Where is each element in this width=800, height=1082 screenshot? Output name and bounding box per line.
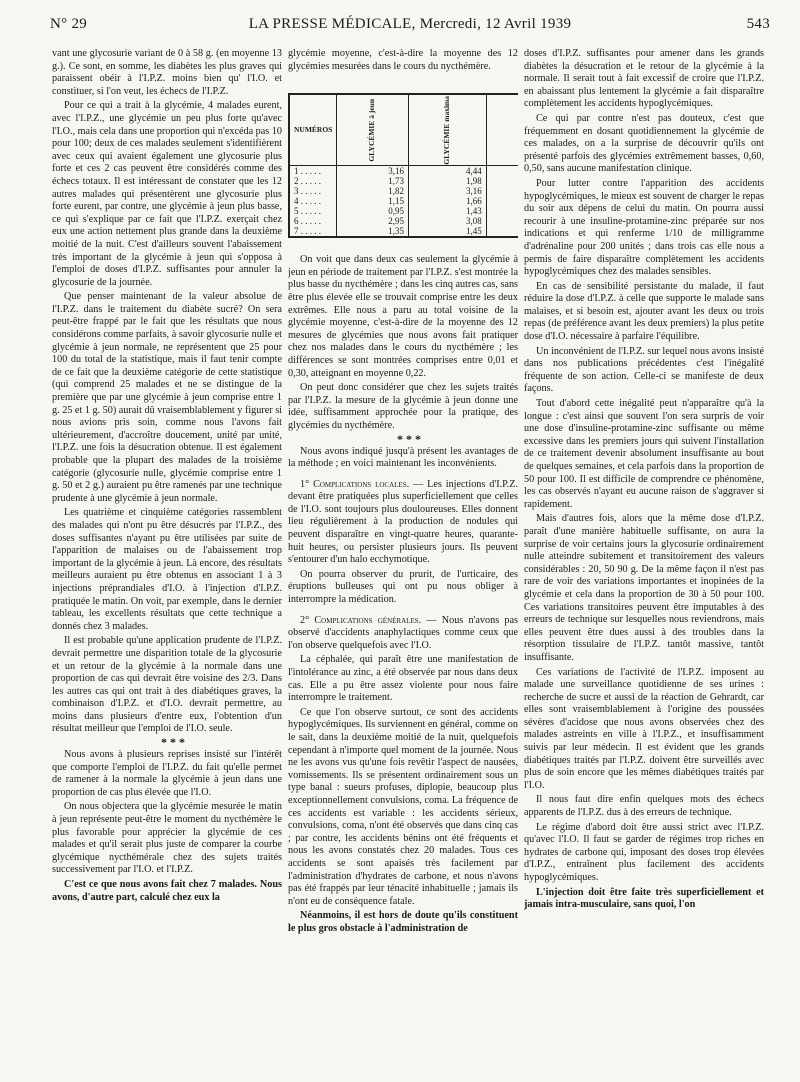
table-cell: 4,44 <box>409 166 487 177</box>
table-cell <box>486 196 518 206</box>
table-cell: 7 . . . . . <box>289 226 337 237</box>
column-1 <box>52 48 282 1076</box>
table-row <box>289 186 518 196</box>
paragraph: L'injection doit être faite très superficiellement et jamais intra-musculaire, sans quoi, l'on <box>524 886 764 911</box>
table-cell: 1,15 <box>337 196 409 206</box>
table-cell <box>486 186 518 196</box>
table-cell: 3,16 <box>337 166 409 177</box>
table-row <box>289 206 518 216</box>
paragraph: C'est ce que nous avons fait chez 7 malades. Nous avons, d'autre part, calculé chez eux la <box>52 879 282 903</box>
table-cell: 3,08 <box>409 216 487 226</box>
paragraph: Il est probable qu'une application prudente de l'I.P.Z. devrait permettre une disparition totale de la glycosurie et un retour de la glycémie à la normale dans une proportion de cas qui devrait être voisine des 2/3. Dans les autres cas qui ont trait à des diabétiques graves, la combinaison d'I.P.Z. et d'I.O. devrait permettre, au moins dans plusieurs d'entre eux, l'obtention d'un résultat meilleur que l'emploi de l'I.O. seule. <box>52 635 282 735</box>
paragraph: Ces variations de l'activité de l'I.P.Z. imposent au malade une surveillance quotidienne de ses urines : recherche de sucre et aussi de la réaction de Gehrardt, car elles sont vraisemblablement à l'origine des poussées sévères d'acidose que nous avons observées chez des malades astreints en ville à l'I.P.Z., et insuffisamment suivis par leur médecin. Il est évident que les grands diabétiques traités par l'I.P.Z. doivent être surveillés avec plus de soin encore que les mêmes diabétiques traités par l'I.O. <box>524 666 764 791</box>
journal-title: LA PRESSE MÉDICALE, Mercredi, 12 Avril 1939 <box>248 16 572 32</box>
paragraph: Un inconvénient de l'I.P.Z. sur lequel nous avons insisté dans nos publications précédentes c'est l'inégalité fréquente de son action. Celle-ci se manifeste de deux façons. <box>524 345 764 395</box>
page-header <box>50 16 770 40</box>
table-cell <box>486 166 518 177</box>
table-header-row <box>289 94 518 166</box>
table-cell: 3 . . . . . <box>289 186 337 196</box>
paragraph: On peut donc considérer que chez les sujets traités par l'I.P.Z. la mesure de la glycémie à jeun donne une idée, suffisamment approchée pour la pratique, des glycémies du nycthémère. <box>288 382 518 431</box>
paragraph: Tout d'abord cette inégalité peut n'apparaître qu'à la longue : c'est ainsi que souvent l'on sera surpris de voir une dose d'insuline-protamine-zinc suffisante ou même excessive dans les premiers jours qui suivent l'installation de ce traitement devenir absolument insuffisante au bout de quelques semaines, et cela parfois dans la proportion de 50 pour 100. Il est difficile de comprendre ce phénomène, les cas observés n'ayant eu aucune raison de s'aggraver si rapidement. <box>524 398 764 510</box>
paragraph: Nous avons indiqué jusqu'à présent les avantages de la méthode ; en voici maintenant les inconvénients. <box>288 445 518 470</box>
subsection-title: 2° Complications générales. <box>300 614 422 626</box>
table-cell <box>486 226 518 237</box>
table-cell: 4 . . . . . <box>289 196 337 206</box>
paragraph: La céphalée, qui paraît être une manifestation de l'intolérance au zinc, a été observée par nous dans deux cas. Elle a pu être assez violente pour nous faire interrompre le traitement. <box>288 654 518 704</box>
paragraph: En cas de sensibilité persistante du malade, il faut réduire la dose d'I.P.Z. à celle que supporte le malade sans malaises, et si besoin est, ajouter avant les deux ou trois repas (de préférence avant les deux premiers) la plus petite dose d'I.O. nécessaire à parfaire l'équilibre. <box>524 280 764 343</box>
table-cell: 6 . . . . . <box>289 216 337 226</box>
paragraph <box>288 615 518 653</box>
table-cell: 1 . . . . . <box>289 166 337 177</box>
table-cell: 2 . . . . . <box>289 176 337 186</box>
paragraph: glycémie moyenne, c'est-à-dire la moyenne des 12 glycémies mesurées dans le cours du nycthémère. <box>288 48 518 72</box>
table-cell: 2,95 <box>337 216 409 226</box>
paragraph: On nous objectera que la glycémie mesurée le matin à jeun représente peut-être le moment du nycthémère le plus favorable pour apprécier la glycémie de ces malades et qu'il serait plus juste de comparer la courbe glycémique nycthémérale chez des sujets traités successivement par l'I.O. et l'I.P.Z. <box>52 801 282 876</box>
table-cell: 0,95 <box>337 206 409 216</box>
table-cell: 1,73 <box>337 176 409 186</box>
paragraph: Nous avons à plusieurs reprises insisté sur l'intérêt que comporte l'emploi de l'I.P.Z. du fait qu'elle permet de ramener à la normale la glycémie à jeun dans une proportion de cas plus élevée que l'I.O. <box>52 749 282 798</box>
paragraph: doses d'I.P.Z. suffisantes pour amener dans les grands diabètes la désucration et le retour de la glycémie à la normale. Il serait tout à fait excessif de croire que l'I.P.Z. en abaissant plus lentement la glycémie a fait disparaître complètement les accidents hypoglycémiques. <box>524 48 764 110</box>
table-cell: 1,45 <box>409 226 487 237</box>
page-number: 543 <box>746 16 770 32</box>
column-header: GLYCÉMIE à jeun <box>337 94 409 166</box>
paragraph: Le régime d'abord doit être aussi strict avec l'I.P.Z. qu'avec l'I.O. Il faut se garder de régimes trop riches en hydrates de carbone qui, imposant des doses trop élevées d'I.P.Z., entraînent plus facilement des accidents hypoglycémiques. <box>524 821 764 883</box>
table-cell <box>486 176 518 186</box>
paragraph: Ce qui par contre n'est pas douteux, c'est que fréquemment en dosant quotidiennement la glycémie de ces malades, on a la surprise de découvrir qu'ils ont présenté parfois des glycémies extrêmement basses, 0,60, 0,50, sans aucune manifestation clinique. <box>524 112 764 175</box>
table-row <box>289 166 518 177</box>
paragraph: Ce que l'on observe surtout, ce sont des accidents hypoglycémiques. Ils surviennent en général, comme on le sait, dans la deuxième moitié de la nuit, quelquefois cependant à n'importe quel moment de la journée. Nous ne les avons vus qu'une fois revêtir l'aspect de nausées, vomissements. Ils se présentent ordinairement sous un type banal : sueurs profuses, diplopie, beaucoup plus exceptionnellement convulsions, coma. La fréquence de ces accidents est variable : les accidents sérieux, convulsions, coma, n'ont été observés que dans cinq cas ; par contre, les accidents bénins ont été fréquents et nous les avons constatés chez 20 malades. Tous ces accidents se sont apaisés très facilement par l'administration d'hydrates de carbone, et nous n'avons pas été frappés par leur ténacité inhabituelle ; jamais ils n'ont eu de conséquence fatale. <box>288 706 518 907</box>
paragraph: On voit que dans deux cas seulement la glycémie à jeun en période de traitement par l'I.P.Z. s'est montrée la plus basse du nycthémère ; dans les cinq autres cas, sans être plus élevée elle se trouvait comprise entre les deux extrêmes. Elle nous a paru au total voisine de la glycémie moyenne, c'est-à-dire de la moyenne des 12 mesures de glycémies que nous avons fait pratiquer chez nos malades dans le cours du nycthémère ; les différences se sont montrées comprises entre 0,01 et 0,30, atteignant en moyenne 0,22. <box>288 254 518 379</box>
table-cell: 1,43 <box>409 206 487 216</box>
paragraph: Mais d'autres fois, alors que la même dose d'I.P.Z. paraît d'une manière habituelle suffisante, on aura la surprise de voir certains jours la glycosurie ordinairement nulle atteindre subitement et transitoirement des valeurs considérables : 20, 50 90 g. De la même façon il n'est pas rare de voir des variations importantes et inopinées de la glycémie et cela dans la proportion de 30 à 50 pour 100. Ces variations transitoires peuvent être imputables à des erreurs de technique sur lesquelles nous reviendrons, mais elles peuvent être dues aussi à des troubles dans la résorption tissulaire de l'I.P.Z. tantôt massive, tantôt insuffisante. <box>524 513 764 663</box>
table-cell: 5 . . . . . <box>289 206 337 216</box>
column-header: NUMÉROS <box>289 94 337 166</box>
paragraph <box>288 479 518 567</box>
column-2 <box>288 48 518 1076</box>
table-cell: 1,66 <box>409 196 487 206</box>
table-cell <box>486 206 518 216</box>
subsection-text: — Nous n'avons pas observé d'accidents anaphylactiques comme ceux que l'on observe quelquefois avec l'I.O. <box>288 614 518 651</box>
issue-number: N° 29 <box>50 16 88 32</box>
section-separator: * * * <box>161 735 185 750</box>
section-separator: * * * <box>397 431 421 446</box>
table-cell: 1,35 <box>337 226 409 237</box>
table-row <box>289 176 518 186</box>
paragraph: On pourra observer du prurit, de l'urticaire, des éruptions bulleuses qui ont pu nous obliger à interrompre la médication. <box>288 568 518 606</box>
subsection-title: 1° Complications locales. <box>300 478 410 490</box>
table-cell: 1,82 <box>337 186 409 196</box>
paragraph: Que penser maintenant de la valeur absolue de l'I.P.Z. dans le traitement du diabète sucré? On sera peut-être frappé par le fait que les résultats que nous considérons comme parfaits, à savoir glycosurie nulle et glycémie à jeun normale, ne représentent que 25 pour 100 du total de la statistique, mais il faut tenir compte de ce fait que la deuxième catégorie de cette statistique (qui comprend 25 malades et ne se distingue de la première que par une glycémie à jeun comprise entre 1 g. 25 et 1 g. 50) aurait dû vraisemblablement y figurer si nous avions pris soin, comme nous l'avons fait ultérieurement, d'accroître doucement, unité par unité, l'I.P.Z. une fois la désucration obtenue. Il est également probable que la plupart des malades de la troisième catégorie (glycosurie nulle, glycémie comprise entre 1 g. 50 et 2 g.) auraient pu être ramenés par une technique prudente à une glycémie à jeun normale. <box>52 291 282 504</box>
subsection-text: — Les injections d'I.P.Z. devant être pratiquées plus superficiellement que celles de l'I.O. sont toujours plus douloureuses. Elles donnent lieu régulièrement à la production de nodules qui peuvent disparaître en vingt-quatre heures, quarante-huit heures, ou persister plusieurs jours. Ils peuvent s'entourer d'un halo ecchymotique. <box>288 478 518 566</box>
table-cell: 1,98 <box>409 176 487 186</box>
paragraph: Pour ce qui a trait à la glycémie, 4 malades eurent, avec l'I.P.Z., une glycémie un peu plus forte qu'avec l'I.O., mais cela dans une proportion qui n'excéda pas 10 pour 100; deux de ces malades seulement s'identifièrent avec ceux qui avaient également une glycosurie plus forte et ces 2 cas peuvent être considérés comme des échecs totaux. Il est intéressant de constater que les 12 autres malades qui présentèrent une glycosurie plus forte eurent, par contre, une glycémie à jeun plus basse, ce qui s'explique par ce fait que l'I.P.Z. exerçait chez eux une action nettement plus grande dans la deuxième moitié de la nuit. C'est d'ailleurs souvent l'abaissement très important de la glycémie à jeun qui s'opposa à l'emploi de doses d'I.P.Z. suffisantes pour annuler la glycosurie de la journée. <box>52 100 282 288</box>
table-row <box>289 196 518 206</box>
paragraph: vant une glycosurie variant de 0 à 58 g. (en moyenne 13 g.). Ce sont, en somme, les diabètes les plus graves qui paraissent obéir à l'I.P.Z. moins bien qu' l'I.O. et constituer, si l'on veut, les échecs de l'I.P.Z. <box>52 48 282 97</box>
paragraph: Il nous faut dire enfin quelques mots des échecs apparents de l'I.P.Z. dus à des erreurs de technique. <box>524 794 764 819</box>
column-header <box>486 94 518 166</box>
table-cell <box>486 216 518 226</box>
table-row <box>289 216 518 226</box>
paragraph: Pour lutter contre l'apparition des accidents hypoglycémiques, le mieux est souvent de charger le repas du soir aux dépens de celui du matin. On pourra aussi recourir à une insuline-protamine-zinc préparée sur nos indications et qui renferme 1/10 de milligramme d'adrénaline pour 200 unités ; dans trois cas elle nous a permis de faire disparaître complètement les accidents hypoglycémiques chez des malades sensibles. <box>524 177 764 278</box>
paragraph: Néanmoins, il est hors de doute qu'ils constituent le plus gros obstacle à l'administration de <box>288 910 518 934</box>
table-cell: 3,16 <box>409 186 487 196</box>
paragraph: Les quatrième et cinquième catégories rassemblent des malades qui n'ont pu être désucrés par l'I.P.Z., des doses suffisantes n'ayant pu être utilisées par suite de l'apparition de malaises ou de l'abaissement trop important de la glycémie à jeun. Là encore, des résultats meilleurs auraient pu être obtenus en associant 1 à 3 injections préprandiales d'I.O. à l'injection d'I.P.Z. pratiquée le matin. On voit, par exemple, dans le dernier tableau, les excellents résultats que cette technique a donnés chez 3 malades. <box>52 507 282 632</box>
column-3 <box>524 48 764 1076</box>
table-row <box>289 226 518 237</box>
glycemia-table <box>288 93 518 238</box>
column-header: GLYCÉMIE maxima <box>409 94 487 166</box>
